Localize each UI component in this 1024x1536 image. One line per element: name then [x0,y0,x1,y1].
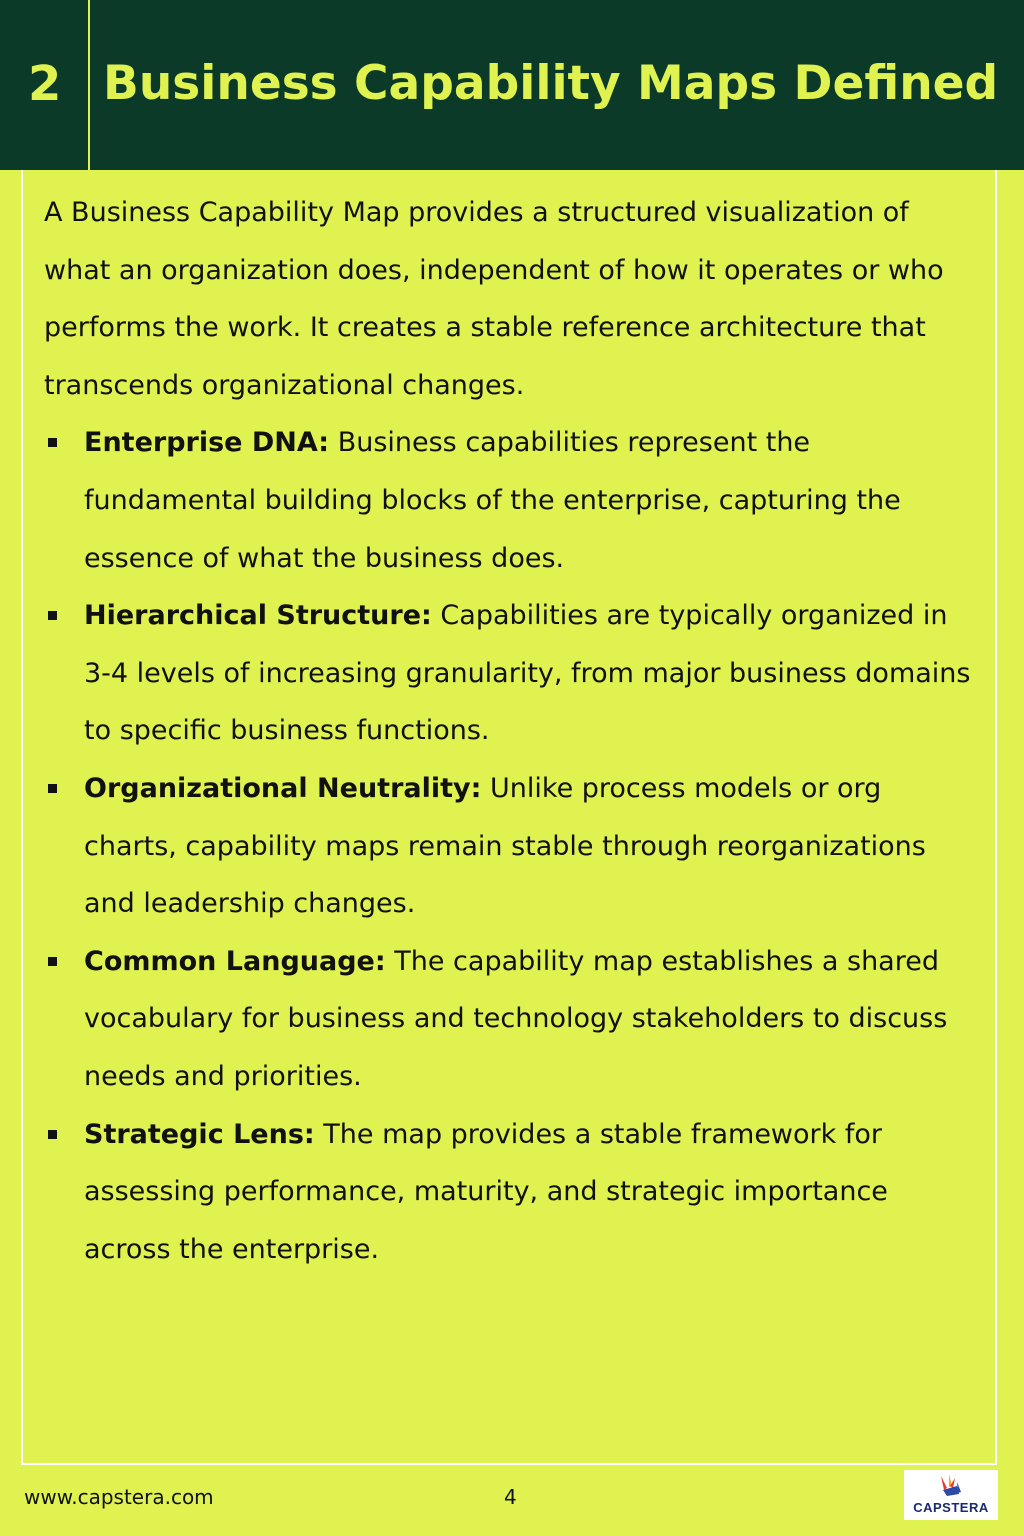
intro-paragraph: A Business Capability Map provides a structured visualization of what an organization does, independent of how it operates or who performs the work. It creates a stable reference architecture that transcends organizational changes. [44,197,944,401]
bullet-term: Strategic Lens: [84,1118,315,1150]
square-bullet-icon [48,438,57,447]
bullet-text: Capabilities are typically organized in 3-4 levels of increasing granularity, from major business domains to specific business functions. [84,600,971,747]
section-number: 2 [28,56,62,112]
bullet-term: Organizational Neutrality: [84,772,482,804]
bullet-list [44,414,974,1278]
square-bullet-icon [48,611,57,620]
footer-website-link[interactable]: www.capstera.com [24,1485,214,1509]
bullet-text: Unlike process models or org charts, capability maps remain stable through reorganizations and leadership changes. [84,772,926,920]
square-bullet-icon [48,1130,57,1139]
bullet-term: Enterprise DNA: [84,427,330,459]
page-header [0,0,1024,170]
capstera-logo-icon [937,1472,965,1500]
bullet-term: Hierarchical Structure: [84,600,432,632]
capstera-logo [904,1470,998,1520]
square-bullet-icon [48,957,57,966]
page-title: Business Capability Maps Defined [103,56,999,111]
logo-text: CAPSTERA [913,1500,989,1515]
square-bullet-icon [48,784,57,793]
content-body [44,184,974,1278]
bullet-strategic-lens [44,1106,974,1279]
bullet-hierarchical-structure [44,587,974,760]
bullet-text: The capability map establishes a shared vocabulary for business and technology stakeholders to discuss needs and priorities. [84,945,948,1092]
bullet-text: Business capabilities represent the fundamental building blocks of the enterprise, capturing the essence of what the business does. [84,427,901,574]
page-number: 4 [504,1485,517,1509]
bullet-enterprise-dna [44,414,974,587]
bullet-text: The map provides a stable framework for assessing performance, maturity, and strategic importance across the enterprise. [84,1118,888,1265]
bullet-term: Common Language: [84,945,386,977]
bullet-common-language [44,933,974,1106]
bullet-organizational-neutrality [44,760,974,933]
header-divider [88,0,90,170]
